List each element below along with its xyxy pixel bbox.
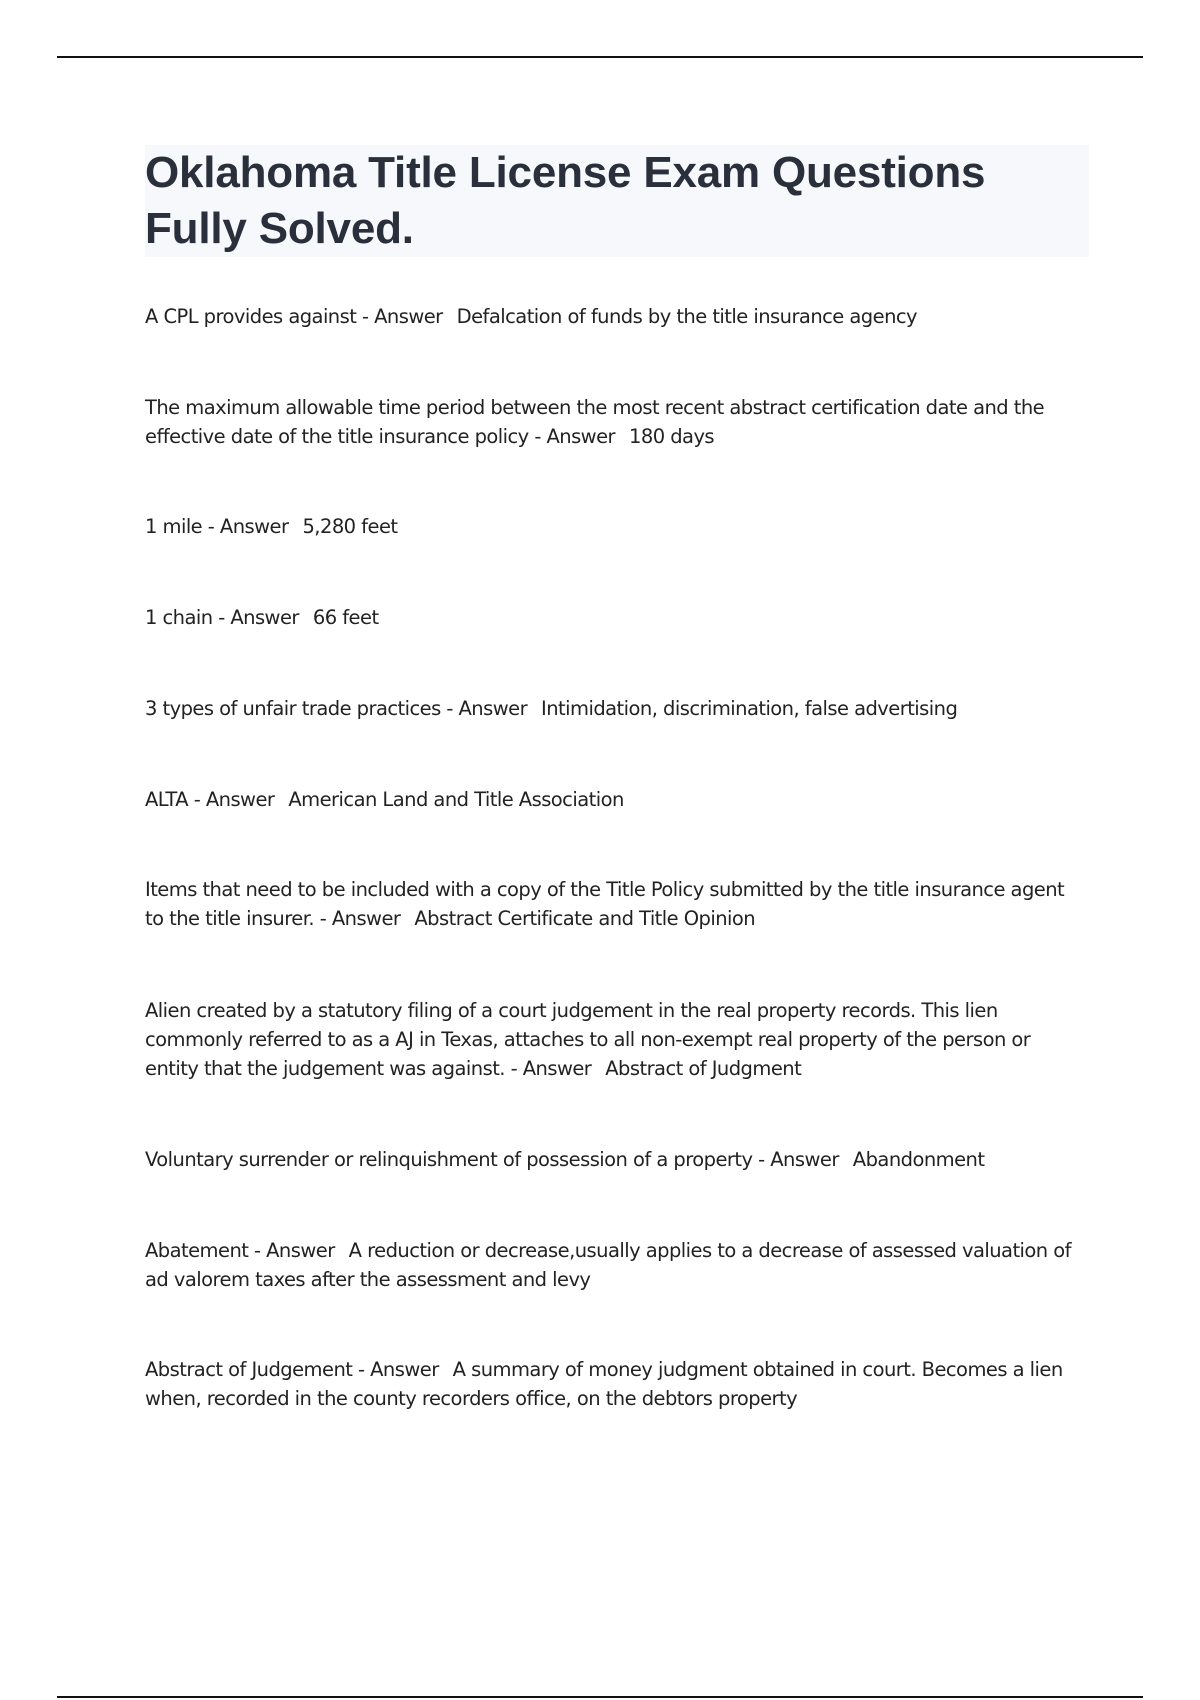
answer-text: 5,280 feet <box>302 515 398 538</box>
answer-text: 180 days <box>629 425 715 448</box>
answer-text: American Land and Title Association <box>288 788 624 811</box>
question-text: Voluntary surrender or relinquishment of possession of a property <box>145 1148 753 1171</box>
qa-item-2 <box>145 393 1085 451</box>
answer-text: Intimidation, discrimination, false advertising <box>541 697 958 720</box>
answer-text: Defalcation of funds by the title insurance agency <box>456 305 918 328</box>
answer-text: 66 feet <box>312 606 379 629</box>
footer-rule <box>57 1696 1143 1698</box>
qa-item-8 <box>145 996 1085 1083</box>
question-text: 1 mile <box>145 515 203 538</box>
answer-text: Abstract of Judgment <box>605 1057 802 1080</box>
header-rule <box>57 56 1143 58</box>
qa-item-3 <box>145 512 1085 541</box>
title-block <box>145 145 1089 257</box>
qa-item-1 <box>145 302 1085 331</box>
question-text: Abatement <box>145 1239 249 1262</box>
answer-text: Abandonment <box>852 1148 985 1171</box>
question-text: Items that need to be included with a copy of the Title Policy submitted by the title insurance agent to the title insurer. <box>145 878 1065 930</box>
answer-text: A summary of money judgment obtained in court. Becomes a lien when, recorded in the county recorders office, on the debtors property <box>145 1358 1063 1410</box>
qa-item-10 <box>145 1236 1085 1294</box>
qa-item-6 <box>145 785 1085 814</box>
answer-label: - Answer <box>528 425 615 448</box>
answer-label: - Answer <box>212 606 299 629</box>
document-title: Oklahoma Title License Exam Questions Fully Solved. <box>145 148 986 253</box>
qa-item-9 <box>145 1145 1085 1174</box>
question-text: 3 types of unfair trade practices <box>145 697 441 720</box>
qa-item-4 <box>145 603 1085 632</box>
answer-label: - Answer <box>504 1057 592 1080</box>
answer-text: A reduction or decrease,usually applies to a decrease of assessed valuation of ad valorem taxes after the assessment and levy <box>145 1239 1071 1291</box>
answer-label: - Answer <box>356 305 443 328</box>
answer-label: - Answer <box>188 788 275 811</box>
question-text: ALTA <box>145 788 189 811</box>
question-text: Alien created by a statutory filing of a court judgement in the real property records. This lien commonly referred to as a AJ in Texas, attaches to all non-exempt real property of the person or entity that the judgement was against. <box>145 999 1031 1080</box>
answer-label: - Answer <box>352 1358 439 1381</box>
qa-item-5 <box>145 694 1085 723</box>
qa-item-7 <box>145 875 1085 933</box>
question-text: Abstract of Judgement <box>145 1358 353 1381</box>
answer-label: - Answer <box>752 1148 839 1171</box>
answer-text: Abstract Certificate and Title Opinion <box>414 907 756 930</box>
question-text: The maximum allowable time period between the most recent abstract certification date and the effective date of the title insurance policy <box>145 396 1045 448</box>
qa-item-11 <box>145 1355 1085 1413</box>
answer-label: - Answer <box>314 907 401 930</box>
answer-label: - Answer <box>248 1239 335 1262</box>
question-text: 1 chain <box>145 606 213 629</box>
answer-label: - Answer <box>440 697 528 720</box>
answer-label: - Answer <box>202 515 289 538</box>
question-text: A CPL provides against <box>145 305 357 328</box>
